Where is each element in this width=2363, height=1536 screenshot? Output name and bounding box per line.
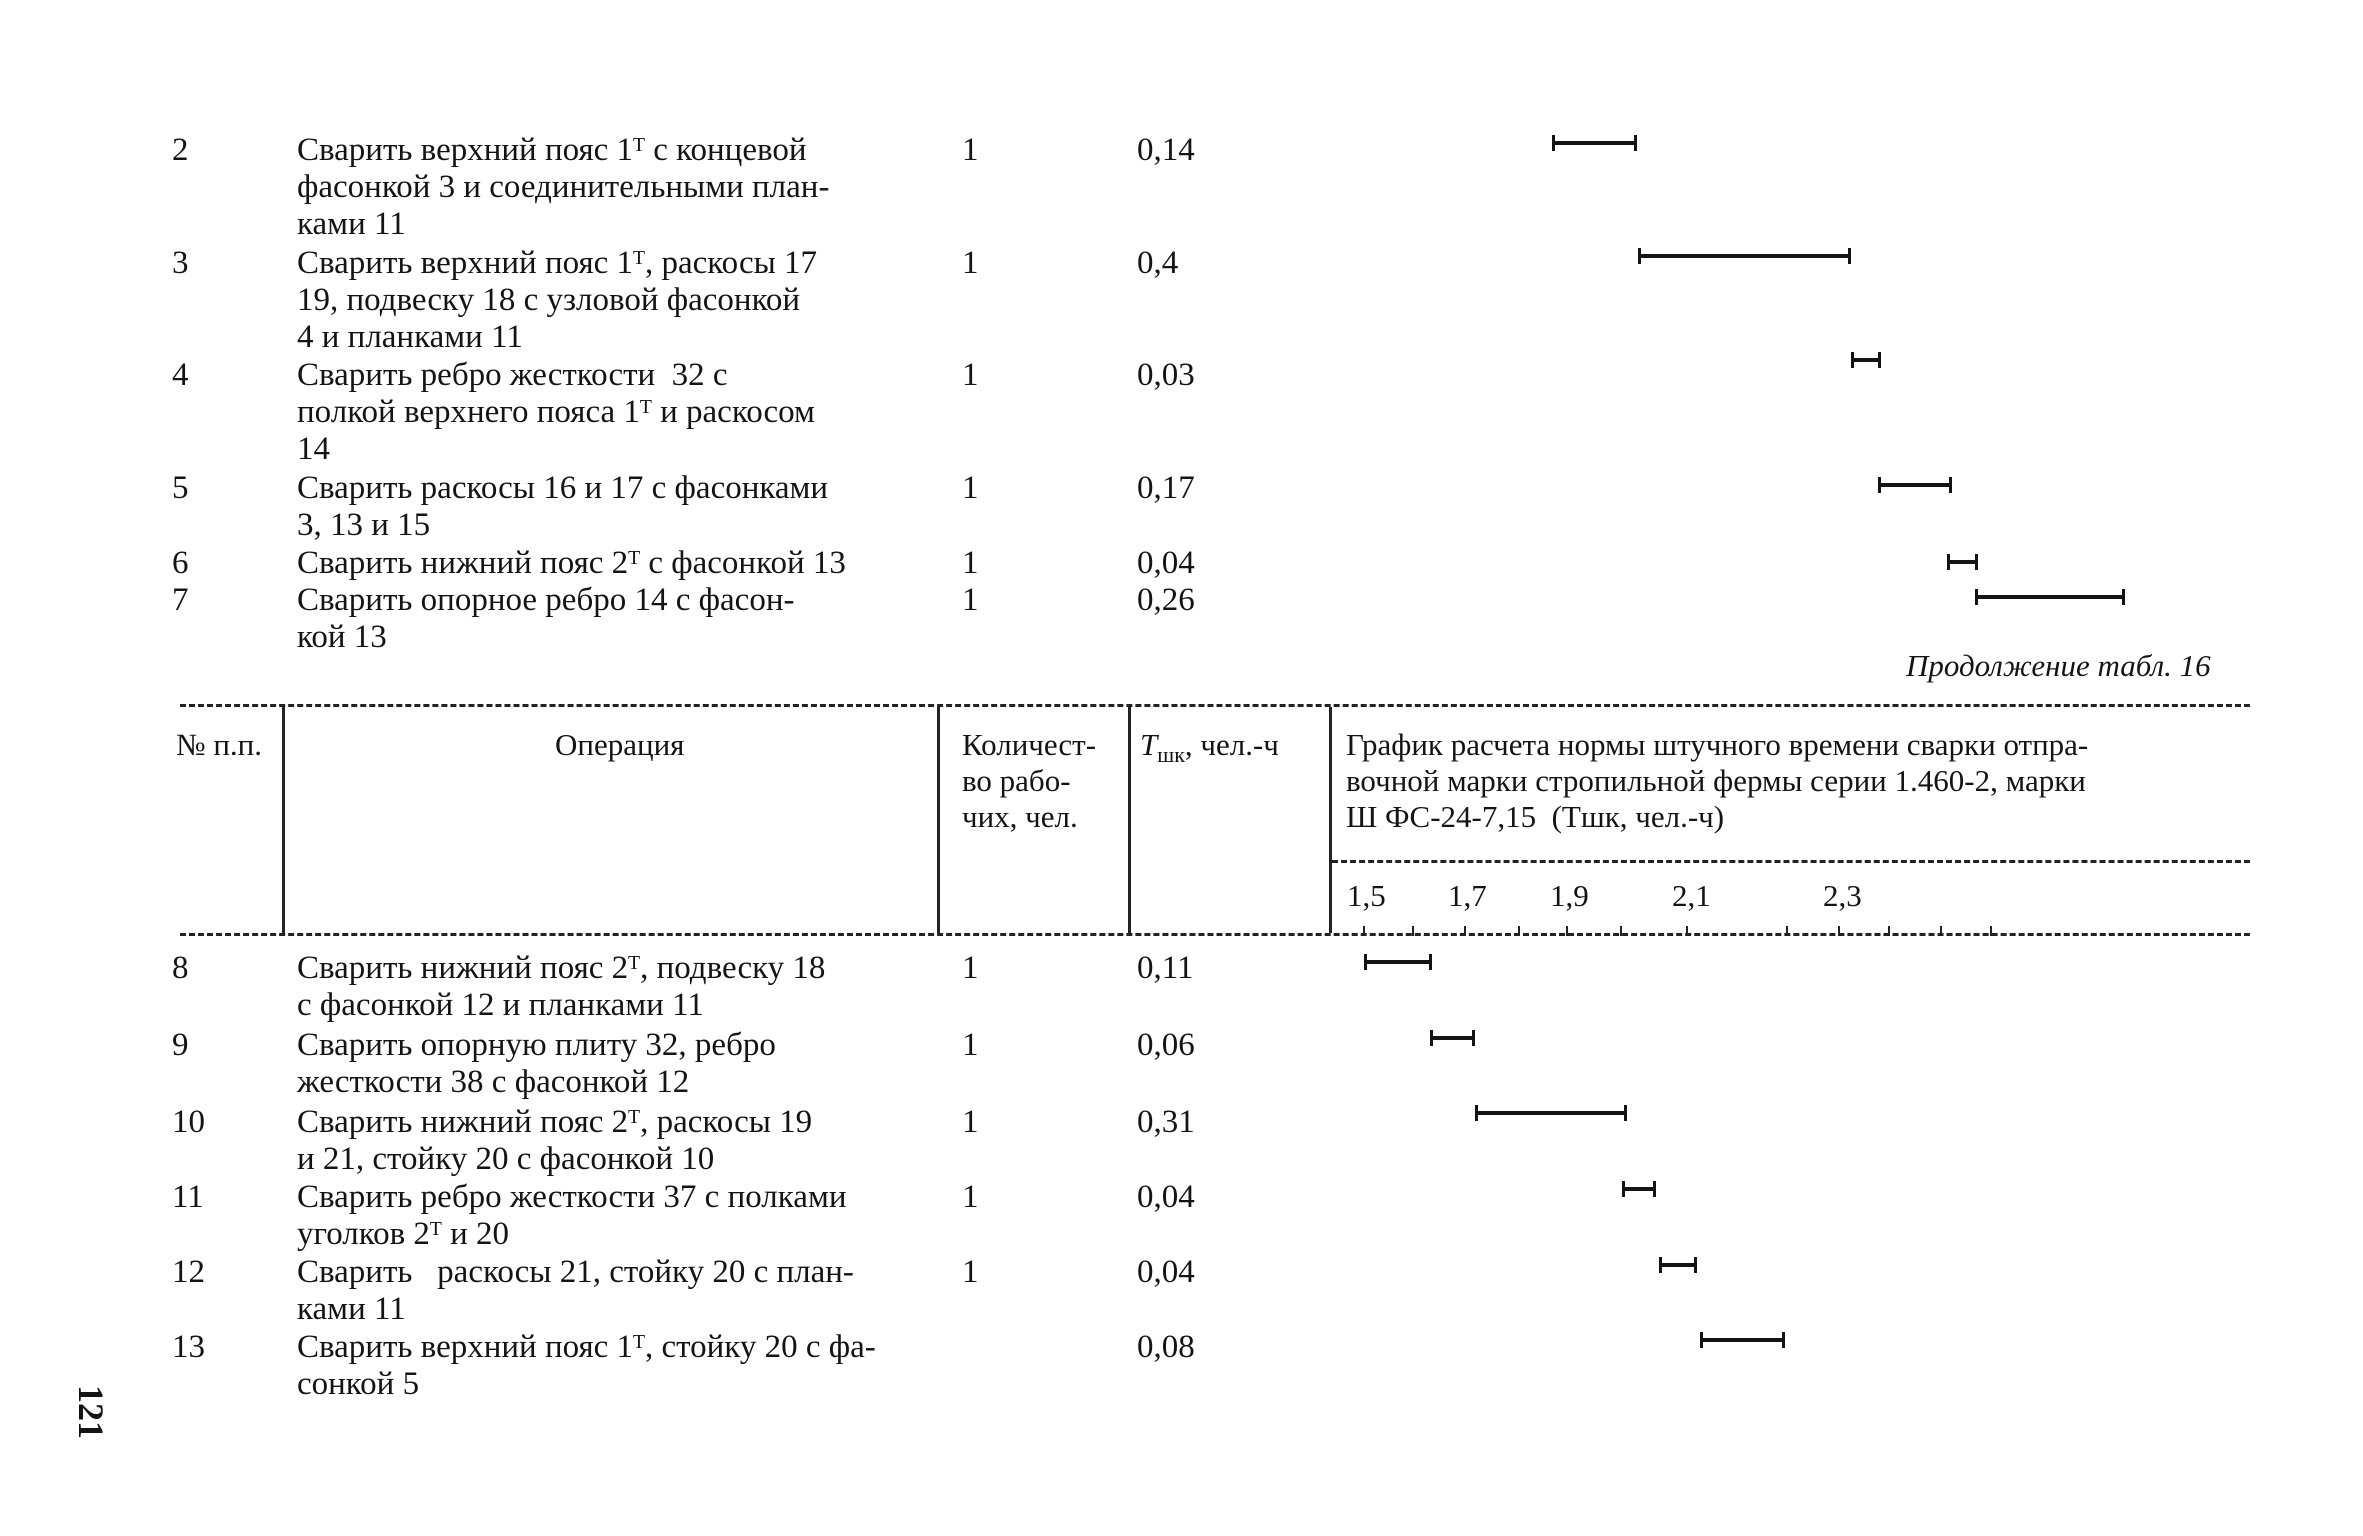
axis-tick-label: 1,5 — [1347, 878, 1386, 913]
header-time — [1140, 727, 1279, 773]
operation-line: полкой верхнего пояса 1ᵀ и раскосом — [297, 394, 815, 430]
workers-count: 1 — [962, 1104, 979, 1140]
operation-line: Сварить ребро жесткости 37 с полками — [297, 1179, 847, 1215]
gantt-bar — [1878, 483, 1952, 487]
operation-line: Сварить верхний пояс 1ᵀ с концевой — [297, 132, 807, 168]
time-value: 0,11 — [1137, 950, 1194, 986]
header-mid-rule — [1332, 860, 2250, 863]
header-qty-line: Количест- — [962, 727, 1097, 762]
time-value: 0,04 — [1137, 1179, 1195, 1215]
workers-count: 1 — [962, 1179, 979, 1215]
gantt-bar — [1947, 560, 1978, 564]
row-number: 10 — [172, 1104, 205, 1140]
row-number: 12 — [172, 1254, 205, 1290]
operation-line: Сварить нижний пояс 2ᵀ, подвеску 18 — [297, 950, 826, 986]
operation-line: 3, 13 и 15 — [297, 507, 431, 543]
axis-tick — [1464, 926, 1466, 936]
operation-line: ками 11 — [297, 1291, 406, 1327]
header-operation: Операция — [555, 727, 685, 762]
row-number: 11 — [172, 1179, 204, 1215]
row-number: 7 — [172, 582, 189, 618]
row-number: 4 — [172, 357, 189, 393]
workers-count: 1 — [962, 357, 979, 393]
row-number: 13 — [172, 1329, 205, 1365]
row-number: 9 — [172, 1027, 189, 1063]
gantt-bar — [1638, 254, 1851, 258]
operation-line: фасонкой 3 и соединительными план- — [297, 169, 830, 205]
operation-line: сонкой 5 — [297, 1366, 420, 1402]
row-number: 3 — [172, 245, 189, 281]
operation-line: Сварить ребро жесткости 32 с — [297, 357, 728, 393]
workers-count: 1 — [962, 1027, 979, 1063]
gantt-bar — [1430, 1036, 1475, 1040]
operation-line: и 21, стойку 20 с фасонкой 10 — [297, 1141, 715, 1177]
operation-line: 4 и планками 11 — [297, 319, 523, 355]
axis-tick-label: 2,1 — [1672, 878, 1711, 913]
column-divider — [1329, 707, 1332, 933]
operation-line: Сварить опорную плиту 32, ребро — [297, 1027, 776, 1063]
table-caption: Продолжение табл. 16 — [1906, 648, 2211, 683]
workers-count: 1 — [962, 950, 979, 986]
axis-tick — [1363, 926, 1365, 936]
time-value: 0,04 — [1137, 545, 1195, 581]
gantt-bar — [1700, 1338, 1785, 1342]
operation-line: Сварить нижний пояс 2ᵀ с фасонкой 13 — [297, 545, 846, 581]
operation-line: Сварить раскосы 16 и 17 с фасонками — [297, 470, 829, 506]
chart-title-line: Ш ФС-24-7,15 (Tшк, чел.-ч) — [1346, 799, 1725, 834]
time-value: 0,17 — [1137, 470, 1195, 506]
axis-tick — [1990, 926, 1992, 936]
gantt-bar — [1475, 1111, 1627, 1115]
time-value: 0,4 — [1137, 245, 1179, 281]
axis-tick — [1888, 926, 1890, 936]
axis-tick — [1786, 926, 1788, 936]
operation-line: Сварить верхний пояс 1ᵀ, стойку 20 с фа- — [297, 1329, 876, 1365]
axis-tick — [1686, 926, 1688, 936]
workers-count: 1 — [962, 545, 979, 581]
header-qty-line: чих, чел. — [962, 799, 1078, 834]
workers-count: 1 — [962, 1254, 979, 1290]
gantt-bar — [1552, 141, 1637, 145]
row-number: 2 — [172, 132, 189, 168]
column-divider — [1128, 707, 1131, 933]
operation-line: 14 — [297, 431, 330, 467]
operation-line: Сварить верхний пояс 1ᵀ, раскосы 17 — [297, 245, 818, 281]
row-number: 8 — [172, 950, 189, 986]
workers-count: 1 — [962, 582, 979, 618]
chart-title-line: График расчета нормы штучного времени сварки отпра- — [1346, 727, 2089, 762]
axis-tick — [1566, 926, 1568, 936]
axis-tick — [1940, 926, 1942, 936]
column-divider — [282, 707, 285, 933]
header-top-rule — [180, 704, 2250, 707]
gantt-bar — [1364, 960, 1432, 964]
operation-line: 19, подвеску 18 с узловой фасонкой — [297, 282, 801, 318]
axis-tick — [1518, 926, 1520, 936]
gantt-bar — [1975, 595, 2125, 599]
operation-line: Сварить раскосы 21, стойку 20 с план- — [297, 1254, 854, 1290]
row-number: 6 — [172, 545, 189, 581]
axis-tick-label: 1,9 — [1550, 878, 1589, 913]
header-qty-line: во рабо- — [962, 763, 1071, 798]
time-value: 0,31 — [1137, 1104, 1195, 1140]
gantt-bar — [1622, 1187, 1656, 1191]
axis-tick-label: 1,7 — [1448, 878, 1487, 913]
header-time-main: T — [1140, 727, 1158, 762]
gantt-bar — [1659, 1263, 1697, 1267]
time-value: 0,26 — [1137, 582, 1195, 618]
header-number: № п.п. — [176, 727, 263, 762]
column-divider — [937, 707, 940, 933]
time-value: 0,03 — [1137, 357, 1195, 393]
axis-tick — [1620, 926, 1622, 936]
axis-tick — [1412, 926, 1414, 936]
workers-count: 1 — [962, 245, 979, 281]
header-time-rest: , чел.-ч — [1184, 727, 1279, 762]
chart-title-line: вочной марки стропильной фермы серии 1.460-2, марки — [1346, 763, 2086, 798]
operation-line: жесткости 38 с фасонкой 12 — [297, 1064, 690, 1100]
row-number: 5 — [172, 470, 189, 506]
header-time-sub: шк — [1157, 742, 1185, 768]
operation-line: с фасонкой 12 и планками 11 — [297, 987, 704, 1023]
axis-tick-label: 2,3 — [1823, 878, 1862, 913]
axis-tick — [1838, 926, 1840, 936]
time-value: 0,04 — [1137, 1254, 1195, 1290]
time-value: 0,08 — [1137, 1329, 1195, 1365]
workers-count: 1 — [962, 132, 979, 168]
operation-line: уголков 2ᵀ и 20 — [297, 1216, 510, 1252]
time-value: 0,14 — [1137, 132, 1195, 168]
operation-line: кой 13 — [297, 619, 387, 655]
operation-line: ками 11 — [297, 206, 406, 242]
gantt-bar — [1851, 358, 1881, 362]
workers-count: 1 — [962, 470, 979, 506]
page-number: 121 — [71, 1385, 111, 1439]
operation-line: Сварить опорное ребро 14 с фасон- — [297, 582, 795, 618]
operation-line: Сварить нижний пояс 2ᵀ, раскосы 19 — [297, 1104, 813, 1140]
time-value: 0,06 — [1137, 1027, 1195, 1063]
